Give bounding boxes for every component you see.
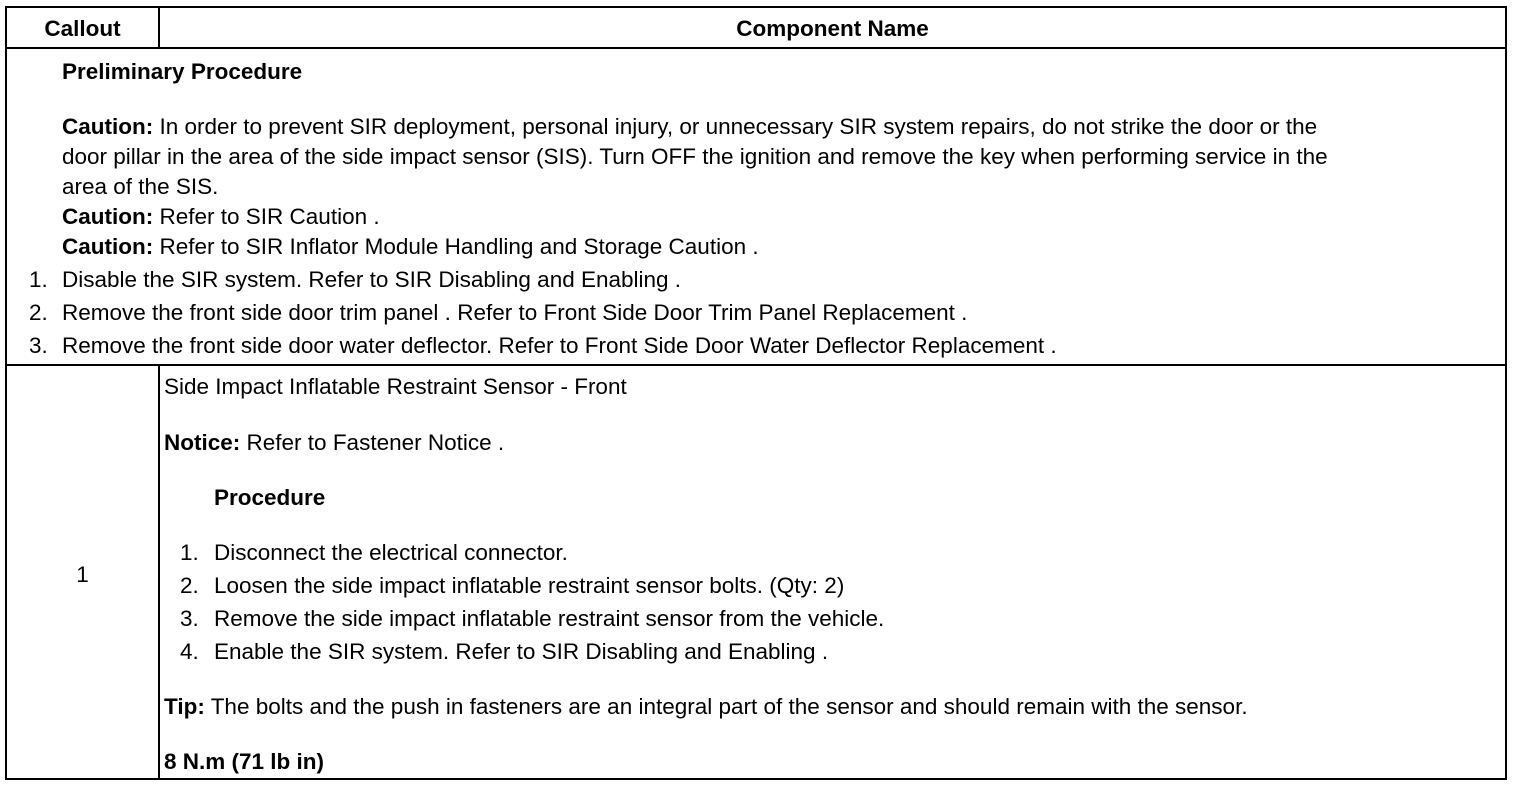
notice-text: Refer to Fastener Notice .: [246, 430, 505, 455]
component-title: Side Impact Inflatable Restraint Sensor - Front: [164, 374, 627, 399]
procedure-step-text: Enable the SIR system. Refer to SIR Disabling and Enabling .: [214, 639, 829, 664]
header-callout: Callout: [44, 16, 121, 41]
preliminary-step-text: Remove the front side door trim panel . Refer to Front Side Door Trim Panel Replacement .: [62, 300, 968, 325]
procedure-step-number: 4.: [180, 639, 199, 664]
preliminary-title: Preliminary Procedure: [62, 59, 303, 84]
caution-2-text: Refer to SIR Caution .: [159, 204, 380, 229]
tip-text: The bolts and the push in fasteners are an integral part of the sensor and should remain with the sensor.: [210, 694, 1248, 719]
procedure-step-text: Remove the side impact inflatable restraint sensor from the vehicle.: [214, 606, 885, 631]
procedure-step-text: Loosen the side impact inflatable restraint sensor bolts. (Qty: 2): [214, 573, 845, 598]
preliminary-step-text: Disable the SIR system. Refer to SIR Disabling and Enabling .: [62, 267, 682, 292]
header-component-name: Component Name: [736, 16, 929, 41]
column-divider-bottom: [158, 365, 160, 780]
caution-1-line-1: [62, 114, 1317, 140]
procedure-step-text: Disconnect the electrical connector.: [214, 540, 568, 565]
caution-label: Caution:: [62, 204, 154, 229]
tip: [164, 694, 1248, 720]
torque-spec: 8 N.m (71 lb in): [164, 749, 325, 774]
notice-label: Notice:: [164, 430, 241, 455]
notice: [164, 430, 504, 456]
procedure-title: Procedure: [214, 485, 326, 510]
preliminary-row-divider: [7, 364, 1505, 366]
preliminary-step-number: 2.: [29, 300, 48, 325]
caution-3-text: Refer to SIR Inflator Module Handling and Storage Caution .: [159, 234, 759, 259]
caution-1-line-3: area of the SIS.: [62, 174, 219, 199]
procedure-step-number: 1.: [180, 540, 199, 565]
caution-1-line-2: door pillar in the area of the side impact sensor (SIS). Turn OFF the ignition and remove the key when performing service in the: [62, 144, 1328, 169]
preliminary-step-text: Remove the front side door water deflector. Refer to Front Side Door Water Deflector Replacement .: [62, 333, 1057, 358]
preliminary-step-number: 3.: [29, 333, 48, 358]
row-1-callout: 1: [76, 562, 89, 587]
procedure-step-number: 2.: [180, 573, 199, 598]
procedure-step-number: 3.: [180, 606, 199, 631]
caution-label: Caution:: [62, 234, 154, 259]
caution-1-text: In order to prevent SIR deployment, personal injury, or unnecessary SIR system repairs, do not strike the door or the: [159, 114, 1318, 139]
caution-2: [62, 204, 380, 230]
caution-3: [62, 234, 759, 260]
preliminary-step-number: 1.: [29, 267, 48, 292]
tip-label: Tip:: [164, 694, 205, 719]
procedure-table: [5, 6, 1507, 780]
caution-label: Caution:: [62, 114, 154, 139]
header-row-divider: [7, 47, 1505, 49]
